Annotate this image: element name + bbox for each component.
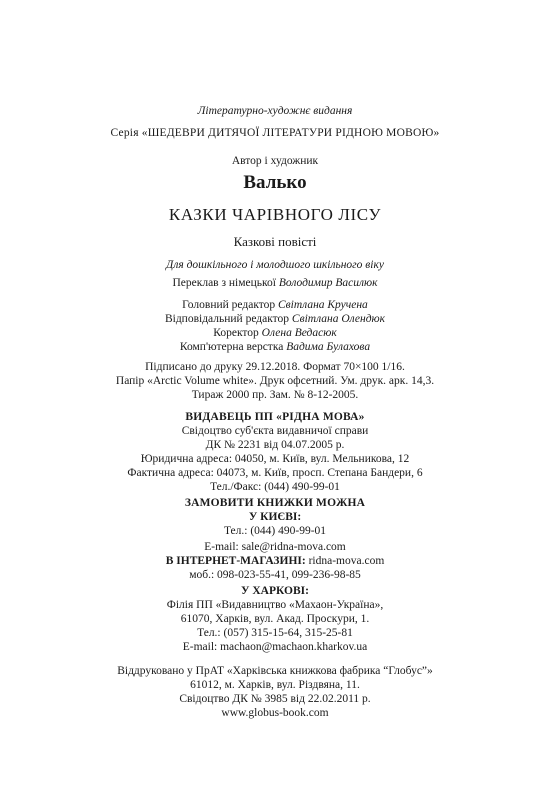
kharkiv-email[interactable]: E-mail: machaon@machaon.kharkov.ua bbox=[182, 641, 368, 653]
printer-website[interactable]: www.globus-book.com bbox=[221, 707, 329, 719]
author-name: Валько bbox=[243, 172, 307, 193]
online-shop-label: В ІНТЕРНЕТ-МАГАЗИНІ: bbox=[165, 555, 306, 567]
credit-line bbox=[0, 326, 550, 340]
publisher-line: Тел./Факс: (044) 490-99-01 bbox=[210, 481, 340, 493]
credit-role: Відповідальний редактор bbox=[164, 313, 290, 325]
book-subtitle: Казкові повісті bbox=[233, 234, 317, 249]
print-info-line: Підписано до друку 29.12.2018. Формат 70×100 1/16. bbox=[145, 361, 405, 373]
printer-line: Свідоцтво ДК № 3985 від 22.02.2011 р. bbox=[179, 693, 371, 705]
credit-line bbox=[0, 312, 550, 326]
translation-label: Переклав з німецької bbox=[172, 277, 276, 289]
publisher-line: Юридична адреса: 04050, м. Київ, вул. Мельникова, 12 bbox=[140, 453, 410, 465]
genre-line: Літературно-художнє видання bbox=[197, 105, 353, 117]
series-line: Серія «ШЕДЕВРИ ДИТЯЧОЇ ЛІТЕРАТУРИ РІДНОЮ МОВОЮ» bbox=[110, 127, 440, 139]
author-role: Автор і художник bbox=[231, 155, 319, 167]
printer-line: 61012, м. Харків, вул. Різдвяна, 11. bbox=[190, 679, 360, 691]
credit-name: Вадима Булахова bbox=[286, 341, 371, 353]
kharkiv-label: У ХАРКОВІ: bbox=[241, 585, 309, 597]
publisher-line: ДК № 2231 від 04.07.2005 р. bbox=[205, 439, 345, 451]
publisher-line: Свідоцтво суб'єкта видавничої справи bbox=[181, 425, 369, 437]
orders-heading: ЗАМОВИТИ КНИЖКИ МОЖНА bbox=[184, 497, 366, 509]
credit-line bbox=[0, 340, 550, 354]
translation-line bbox=[0, 276, 550, 290]
credit-role: Головний редактор bbox=[182, 299, 276, 311]
online-shop-phones: моб.: 098-023-55-41, 099-236-98-85 bbox=[189, 569, 361, 581]
online-shop-line bbox=[0, 554, 550, 568]
kharkiv-line: 61070, Харків, вул. Акад. Проскури, 1. bbox=[180, 613, 370, 625]
credit-name: Світлана Кручена bbox=[278, 299, 368, 311]
kharkiv-line: Філія ПП «Видавництво «Махаон-Україна», bbox=[166, 599, 384, 611]
credit-name: Світлана Олендюк bbox=[291, 313, 386, 325]
print-info-line: Тираж 2000 пр. Зам. № 8-12-2005. bbox=[191, 389, 359, 401]
audience-line: Для дошкільного і молодшого шкільного віку bbox=[166, 259, 384, 271]
print-info-line: Папір «Arctic Volume white». Друк офсетний. Ум. друк. арк. 14,3. bbox=[115, 375, 435, 387]
translator-name: Володимир Василюк bbox=[278, 277, 378, 289]
kyiv-label: У КИЄВІ: bbox=[248, 511, 302, 523]
credit-role: Коректор bbox=[213, 327, 259, 339]
publisher-name: ВИДАВЕЦЬ ПП «РІДНА МОВА» bbox=[185, 411, 365, 423]
kharkiv-line: Тел.: (057) 315-15-64, 315-25-81 bbox=[197, 627, 353, 639]
publisher-line: Фактична адреса: 04073, м. Київ, просп. Степана Бандери, 6 bbox=[127, 467, 423, 479]
kyiv-email[interactable]: E-mail: sale@ridna-mova.com bbox=[204, 541, 346, 553]
credit-line bbox=[0, 298, 550, 312]
online-shop-link[interactable]: ridna-mova.com bbox=[308, 555, 385, 567]
kyiv-phone: Тел.: (044) 490-99-01 bbox=[223, 525, 327, 537]
printer-line: Віддруковано у ПрАТ «Харківська книжкова фабрика “Глобус”» bbox=[117, 665, 433, 677]
book-title: КАЗКИ ЧАРІВНОГО ЛІСУ bbox=[168, 205, 382, 224]
credit-role: Комп'ютерна верстка bbox=[179, 341, 284, 353]
credit-name: Олена Ведасюк bbox=[261, 327, 337, 339]
